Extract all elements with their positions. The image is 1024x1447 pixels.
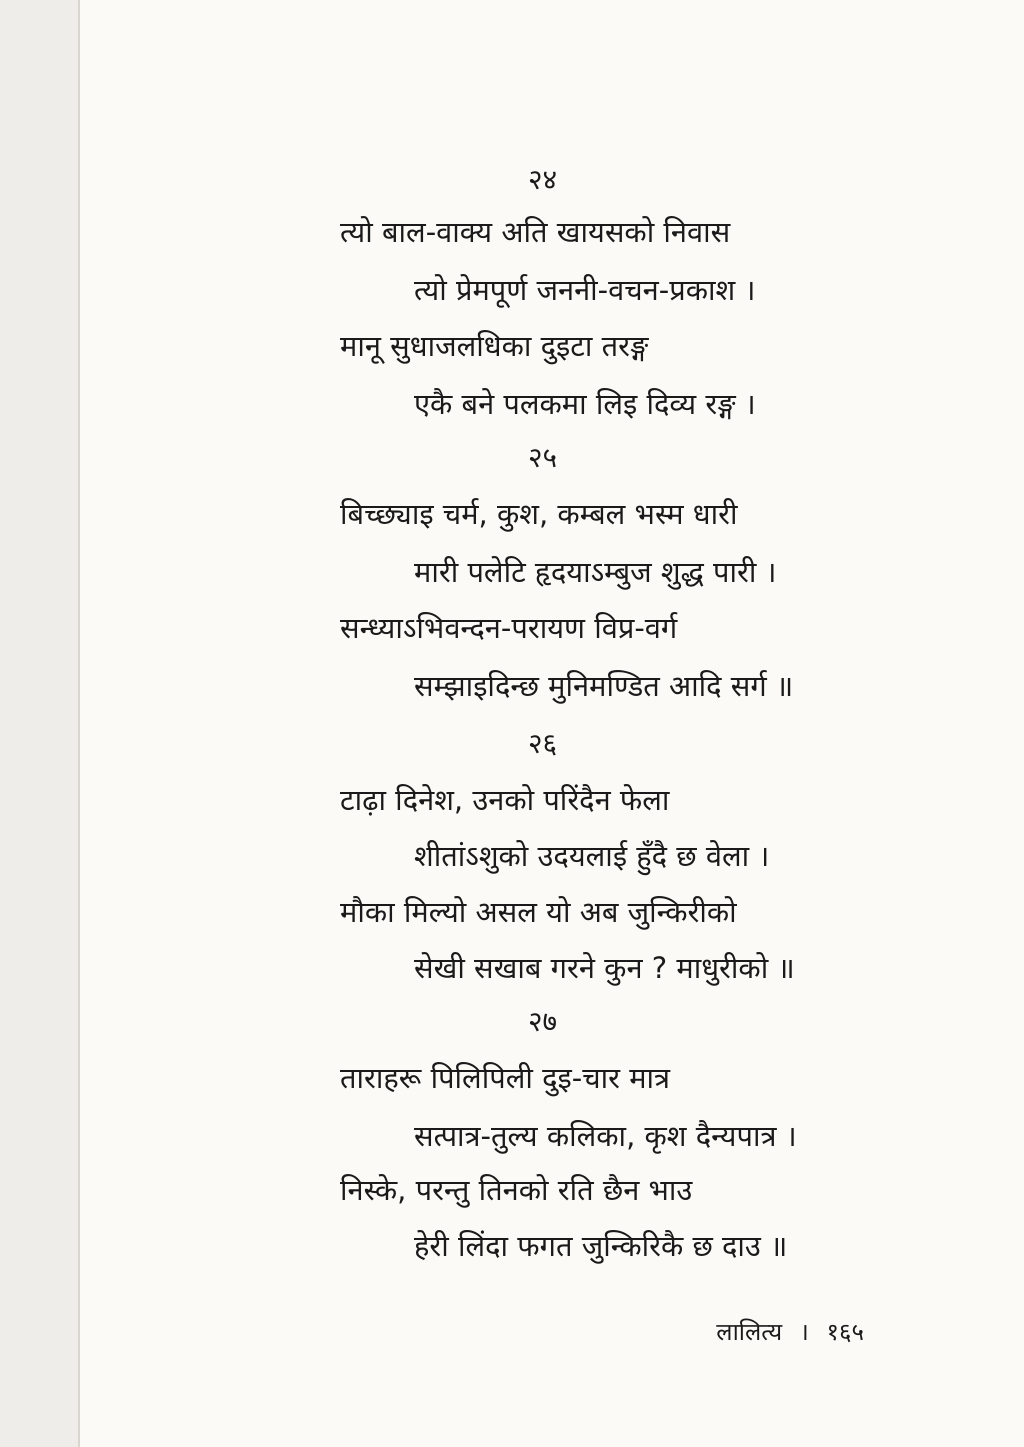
verse-24-line-1: त्यो बाल-वाक्य अति खायसको निवास [340, 215, 731, 249]
verse-25-line-1: बिच्छ्याइ चर्म, कुश, कम्बल भस्म धारी [340, 497, 738, 531]
page-number: १६५ [826, 1318, 864, 1346]
verse-26-line-2: शीतांऽशुको उदयलाई हुँदै छ वेला । [414, 839, 770, 873]
verse-25-line-2: मारी पलेटि हृदयाऽम्बुज शुद्ध पारी । [414, 555, 777, 589]
footer-separator: । [799, 1318, 809, 1346]
verse-27-line-4: हेरी लिंदा फगत जुन्किरिकै छ दाउ ॥ [414, 1229, 788, 1263]
verse-27-line-1: ताराहरू पिलिपिली दुइ-चार मात्र [340, 1061, 671, 1095]
verse-25-line-4: सम्झाइदिन्छ मुनिमण्डित आदि सर्ग ॥ [414, 669, 794, 703]
page-footer [716, 1316, 864, 1348]
verse-25-line-3: सन्ध्याऽभिवन्दन-परायण विप्र-वर्ग [340, 611, 678, 645]
footer-book-title: लालित्य [716, 1318, 783, 1346]
verse-24-line-3: मानू सुधाजलधिका दुइटा तरङ्ग [340, 329, 649, 363]
verse-number-27: २७ [528, 1005, 558, 1038]
verse-number-24: २४ [528, 163, 558, 196]
verse-26-line-4: सेखी सखाब गरने कुन ? माधुरीको ॥ [414, 951, 795, 985]
verse-24-line-4: एकै बने पलकमा लिइ दिव्य रङ्ग । [414, 387, 756, 421]
verse-number-26: २६ [528, 727, 558, 760]
verse-24-line-2: त्यो प्रेमपूर्ण जननी-वचन-प्रकाश । [414, 273, 756, 307]
verse-27-line-2: सत्पात्र-तुल्य कलिका, कृश दैन्यपात्र । [414, 1119, 797, 1153]
verse-number-25: २५ [528, 441, 558, 474]
verse-27-line-3: निस्के, परन्तु तिनको रति छैन भाउ [340, 1173, 693, 1207]
verse-26-line-1: टाढ़ा दिनेश, उनको परिंदैन फेला [340, 783, 670, 817]
verse-26-line-3: मौका मिल्यो असल यो अब जुन्किरीको [340, 895, 737, 929]
